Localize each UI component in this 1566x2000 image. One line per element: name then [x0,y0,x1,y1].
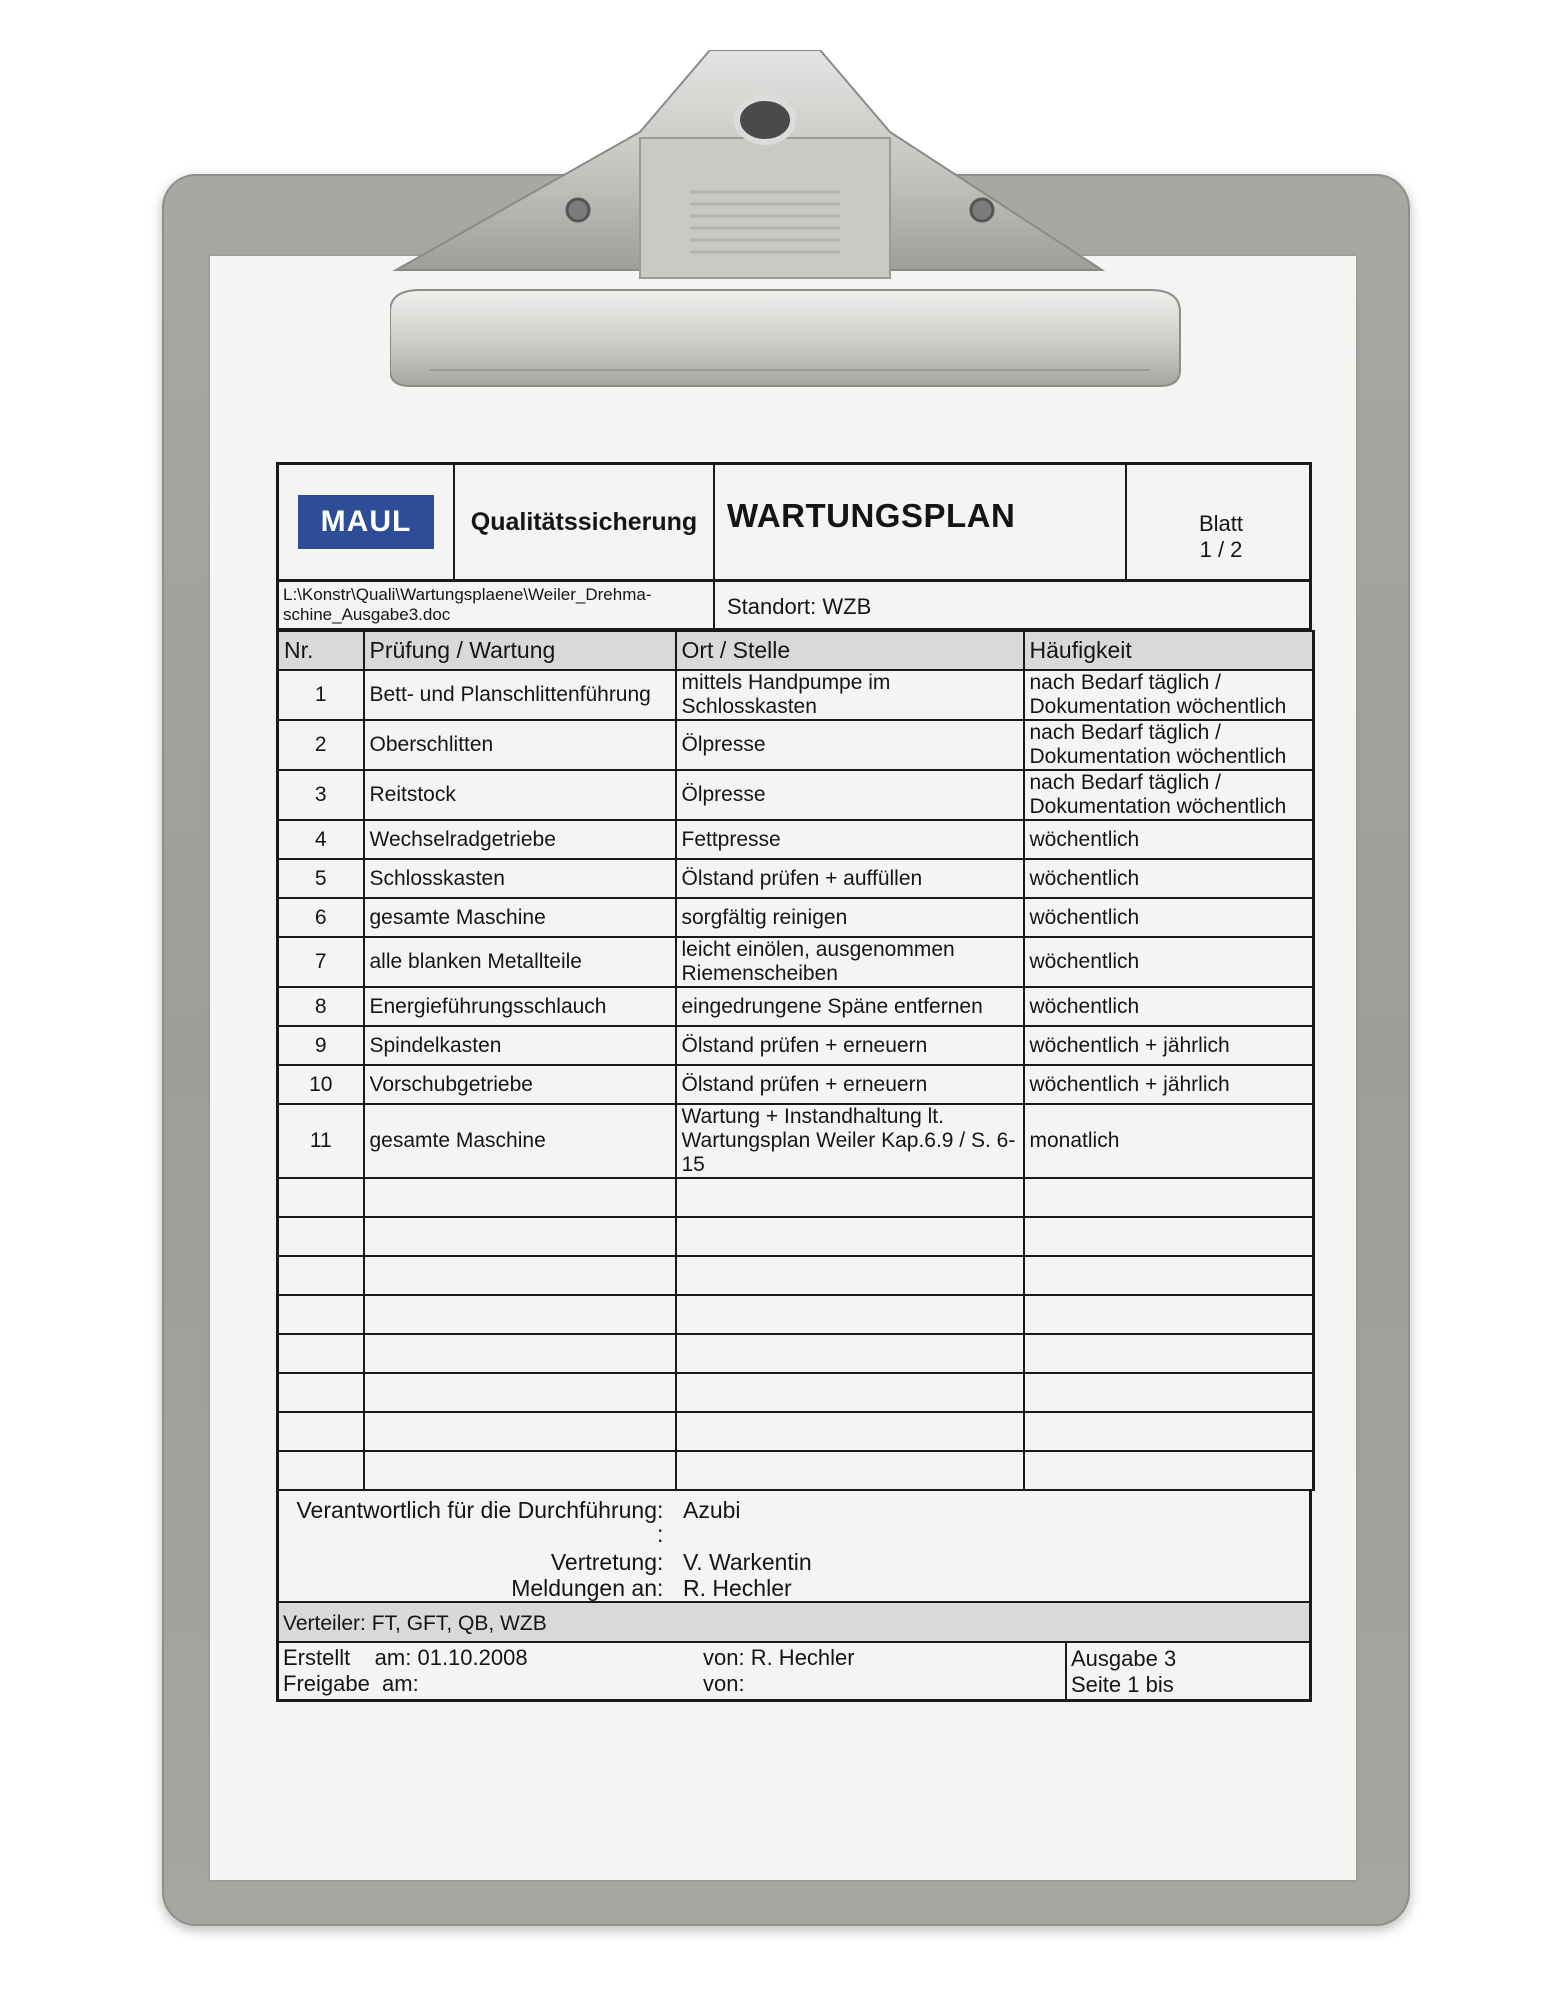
table-row [278,720,1314,770]
place-cell: Ölpresse [676,720,1024,770]
empty-row [278,1217,1314,1256]
location-label: Standort: WZB [727,594,872,619]
empty-row [278,1334,1314,1373]
frequency-cell: wöchentlich + jährlich [1024,1065,1314,1104]
table-row [278,859,1314,898]
sheet-value: 1 / 2 [1199,537,1243,562]
responsible-label: Verantwortlich für die Durchführung [296,1497,657,1523]
maintenance-table [276,630,1315,1491]
row-number: 4 [278,820,364,859]
task-cell: Schlosskasten [364,859,676,898]
row-number: 2 [278,720,364,770]
empty-row [278,1178,1314,1217]
empty-row [278,1295,1314,1334]
created-by: von: R. Hechler [703,1645,855,1670]
logo-cell [279,465,455,579]
report-value: R. Hechler [683,1575,792,1601]
separator: : [657,1497,664,1523]
metal-clip [390,50,1190,400]
frequency-cell: wöchentlich [1024,987,1314,1026]
task-cell: Bett- und Planschlittenführung [364,670,676,720]
task-cell: Vorschubgetriebe [364,1065,676,1104]
department-label: Qualitätssicherung [455,465,715,579]
maul-logo: MAUL [298,495,434,549]
frequency-cell: wöchentlich + jährlich [1024,1026,1314,1065]
row-number: 8 [278,987,364,1026]
created-date: Erstellt am: 01.10.2008 [283,1645,528,1670]
form-header [276,462,1312,579]
task-cell: Spindelkasten [364,1026,676,1065]
table-row [278,937,1314,987]
row-number: 5 [278,859,364,898]
place-cell: eingedrungene Späne entfernen [676,987,1024,1026]
row-number: 6 [278,898,364,937]
table-row [278,1026,1314,1065]
empty-row [278,1412,1314,1451]
table-row [278,670,1314,720]
place-cell: Fettpresse [676,820,1024,859]
responsible-value: Azubi [683,1497,741,1523]
empty-row [278,1373,1314,1412]
place-cell: Ölstand prüfen + erneuern [676,1065,1024,1104]
column-header: Häufigkeit [1024,631,1314,670]
deputy-label: Vertretung [550,1549,657,1575]
edition-label: Ausgabe 3 [1071,1646,1177,1671]
table-row [278,820,1314,859]
footer-left [279,1643,1067,1699]
task-cell: Wechselradgetriebe [364,820,676,859]
task-cell: Oberschlitten [364,720,676,770]
frequency-cell: wöchentlich [1024,898,1314,937]
table-row [278,1065,1314,1104]
place-cell: Wartung + Instandhaltung lt. Wartungsplan Weiler Kap.6.9 / S. 6-15 [676,1104,1024,1178]
table-row [278,987,1314,1026]
separator: : [657,1549,664,1575]
frequency-cell: nach Bedarf täglich / Dokumentation wöchentlich [1024,720,1314,770]
maintenance-form [276,462,1312,1702]
row-number: 7 [278,937,364,987]
column-header: Ort / Stelle [676,631,1024,670]
path-row [276,579,1312,630]
separator: : [657,1521,664,1547]
frequency-cell: monatlich [1024,1104,1314,1178]
place-cell: mittels Handpumpe im Schlosskasten [676,670,1024,720]
empty-row [278,1256,1314,1295]
task-cell: Energieführungsschlauch [364,987,676,1026]
empty-row [278,1451,1314,1490]
frequency-cell: wöchentlich [1024,820,1314,859]
footer-right [1067,1643,1315,1699]
table-body [278,670,1314,1490]
place-cell: Ölstand prüfen + erneuern [676,1026,1024,1065]
table-header-row [278,631,1314,670]
place-cell: leicht einölen, ausgenommen Riemenscheiben [676,937,1024,987]
frequency-cell: nach Bedarf täglich / Dokumentation wöchentlich [1024,770,1314,820]
responsibility-section [276,1491,1312,1603]
column-header: Prüfung / Wartung [364,631,676,670]
row-number: 9 [278,1026,364,1065]
table-row [278,898,1314,937]
frequency-cell: wöchentlich [1024,937,1314,987]
deputy-value: V. Warkentin [683,1549,812,1575]
table-row [278,1104,1314,1178]
form-footer [276,1643,1312,1702]
column-header: Nr. [278,631,364,670]
row-number: 1 [278,670,364,720]
distribution-list: Verteiler: FT, GFT, QB, WZB [276,1603,1312,1643]
report-label: Meldungen an [511,1575,657,1601]
sheet-label: Blatt [1198,511,1244,536]
file-path [279,582,715,628]
released-by: von: [703,1671,745,1696]
form-title: WARTUNGSPLAN [715,465,1127,579]
place-cell: sorgfältig reinigen [676,898,1024,937]
task-cell: Reitstock [364,770,676,820]
place-cell: Ölstand prüfen + auffüllen [676,859,1024,898]
separator: : [657,1575,664,1601]
file-path-line2: schine_Ausgabe3.doc [283,605,451,624]
sheet-number [1127,465,1315,579]
task-cell: gesamte Maschine [364,898,676,937]
file-path-line1: L:\Konstr\Quali\Wartungsplaene\Weiler_Drehma- [283,585,652,604]
place-cell: Ölpresse [676,770,1024,820]
released-date: Freigabe am: [283,1671,419,1696]
table-row [278,770,1314,820]
task-cell: gesamte Maschine [364,1104,676,1178]
frequency-cell: nach Bedarf täglich / Dokumentation wöchentlich [1024,670,1314,720]
row-number: 10 [278,1065,364,1104]
row-number: 3 [278,770,364,820]
row-number: 11 [278,1104,364,1178]
task-cell: alle blanken Metallteile [364,937,676,987]
page-label: Seite 1 bis [1071,1672,1174,1697]
frequency-cell: wöchentlich [1024,859,1314,898]
